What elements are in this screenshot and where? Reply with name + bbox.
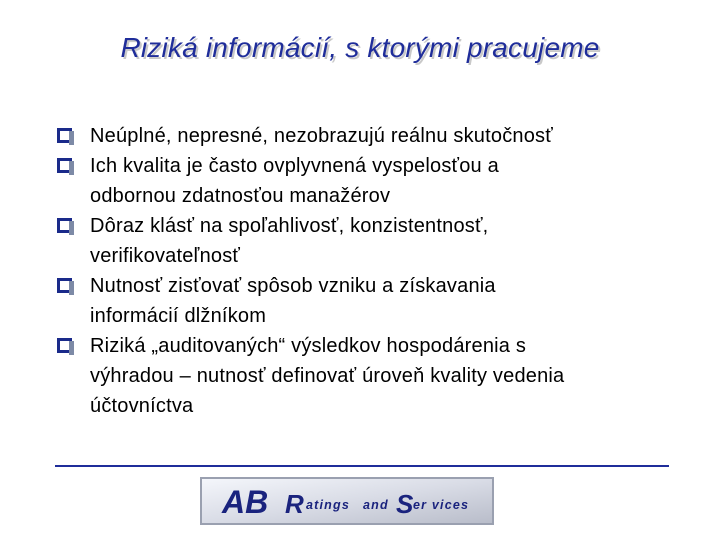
checkbox-bullet-icon [57,128,72,143]
bullet-list [57,121,677,421]
logo-and-text: and [363,498,389,512]
bullet-item [57,151,677,211]
divider-line [55,465,669,467]
bullet-text: Ich kvalita je často ovplyvnená vyspelosťou a [90,155,499,177]
slide-title: Riziká informácií, s ktorými pracujeme [120,32,600,63]
bullet-text: verifikovateľnosť [90,245,241,267]
bullet-text: výhradou – nutnosť definovať úroveň kvality vedenia [90,365,565,387]
bullet-text: Dôraz klásť na spoľahlivosť, konzistentnosť, [90,215,489,237]
logo-ab-text: AB [222,484,269,520]
bullet-item [57,211,677,271]
logo-atings-text: atings [306,498,351,512]
logo-s-letter: S [396,489,414,519]
logo-r-letter: R [285,489,304,519]
bullet-item [57,121,677,151]
checkbox-bullet-icon [57,278,72,293]
bullet-item [57,271,677,331]
bullet-text: Neúplné, nepresné, nezobrazujú reálnu skutočnosť [90,125,553,147]
bullet-text: účtovníctva [90,395,194,417]
bullet-text: Nutnosť zisťovať spôsob vzniku a získavania [90,275,496,297]
checkbox-bullet-icon [57,338,72,353]
checkbox-bullet-icon [57,218,72,233]
checkbox-bullet-icon [57,158,72,173]
bullet-text: odbornou zdatnosťou manažérov [90,185,391,207]
logo-ervices-text: er vices [413,498,470,512]
bullet-text: informácií dlžníkom [90,305,267,327]
bullet-item [57,331,677,421]
ab-ratings-logo [200,477,494,525]
bullet-text: Riziká „auditovaných“ výsledkov hospodárenia s [90,335,527,357]
